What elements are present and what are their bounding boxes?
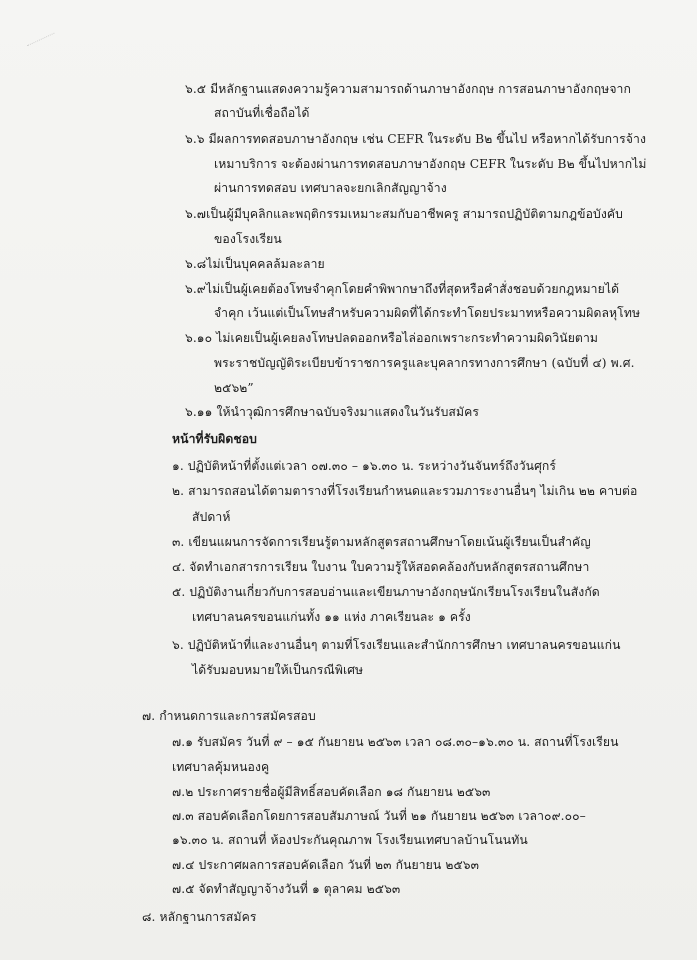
duty-5-line-2: เทศบาลนครขอนแก่นทั้ง ๑๑ แห่ง ภาคเรียนละ ๑ ครั้ง [192, 610, 471, 624]
item-7-4: ๗.๔ ประกาศผลการสอบคัดเลือก วันที่ ๒๓ กันยายน ๒๕๖๓ [172, 858, 480, 872]
item-6-10-line-1: ๖.๑๐ ไม่เคยเป็นผู้เคยลงโทษปลดออกหรือไล่ออกเพราะกระทำความผิดวินัยตาม [185, 331, 599, 345]
duty-3: ๓. เขียนแผนการจัดการเรียนรู้ตามหลักสูตรสถานศึกษาโดยเน้นผู้เรียนเป็นสำคัญ [172, 535, 591, 549]
item-6-10-line-2: พระราชบัญญัติระเบียบข้าราชการครูและบุคลากรทางการศึกษา (ฉบับที่ ๔) พ.ศ. [214, 356, 635, 370]
duty-1: ๑. ปฏิบัติหน้าที่ตั้งแต่เวลา ๐๗.๓๐ – ๑๖.๓๐ น. ระหว่างวันจันทร์ถึงวันศุกร์ [172, 459, 557, 473]
item-7-1-line-1: ๗.๑ รับสมัคร วันที่ ๙ – ๑๕ กันยายน ๒๕๖๓ เวลา ๐๘.๓๐–๑๖.๓๐ น. สถานที่โรงเรียน [172, 735, 619, 749]
item-6-6-line-2: เหมาบริการ จะต้องผ่านการทดสอบภาษาอังกฤษ CEFR ในระดับ B๒ ขึ้นไปหากไม่ [214, 157, 647, 171]
item-6-11: ๖.๑๑ ให้นำวุฒิการศึกษาฉบับจริงมาแสดงในวันรับสมัคร [185, 405, 479, 419]
duty-6-line-2: ได้รับมอบหมายให้เป็นกรณีพิเศษ [192, 663, 364, 677]
item-6-10-line-3: ๒๕๖๒” [214, 381, 254, 395]
item-7-3-line-2: ๑๖.๓๐ น. สถานที่ ห้องประกันคุณภาพ โรงเรียนเทศบาลบ้านโนนทัน [172, 833, 528, 847]
item-6-7-line-1: ๖.๗เป็นผู้มีบุคลิกและพฤติกรรมเหมาะสมกับอาชีพครู สามารถปฏิบัติตามกฎข้อบังคับ [185, 207, 624, 221]
item-7-1-line-2: เทศบาลคุ้มหนองคู [172, 760, 270, 774]
paper-mark [27, 33, 63, 65]
section-7-heading: ๗. กำหนดการและการสมัครสอบ [142, 709, 316, 723]
item-6-9-line-1: ๖.๙ไม่เป็นผู้เคยต้องโทษจำคุกโดยคำพิพากษาถึงที่สุดหรือคำสั่งชอบด้วยกฎหมายได้ [185, 282, 620, 296]
item-7-2: ๗.๒ ประกาศรายชื่อผู้มีสิทธิ์สอบคัดเลือก ๑๘ กันยายน ๒๕๖๓ [172, 785, 491, 799]
duty-5-line-1: ๕. ปฏิบัติงานเกี่ยวกับการสอบอ่านและเขียนภาษาอังกฤษนักเรียนโรงเรียนในสังกัด [172, 585, 600, 599]
item-6-5-line-1: ๖.๕ มีหลักฐานแสดงความรู้ความสามารถด้านภาษาอังกฤษ การสอนภาษาอังกฤษจาก [185, 82, 631, 96]
item-6-6-line-3: ผ่านการทดสอบ เทศบาลจะยกเลิกสัญญาจ้าง [214, 181, 447, 195]
item-6-8: ๖.๘ไม่เป็นบุคคลล้มละลาย [185, 257, 325, 271]
duty-2-line-2: สัปดาห์ [192, 510, 231, 524]
item-7-3-line-1: ๗.๓ สอบคัดเลือกโดยการสอบสัมภาษณ์ วันที่ ๒๑ กันยายน ๒๕๖๓ เวลา๐๙.๐๐– [172, 809, 586, 823]
duty-2-line-1: ๒. สามารถสอนได้ตามตารางที่โรงเรียนกำหนดและรวมภาระงานอื่นๆ ไม่เกิน ๒๒ คาบต่อ [172, 484, 638, 498]
section-8-heading: ๘. หลักฐานการสมัคร [142, 910, 257, 924]
item-7-5: ๗.๕ จัดทำสัญญาจ้างวันที่ ๑ ตุลาคม ๒๕๖๓ [172, 882, 401, 896]
item-6-7-line-2: ของโรงเรียน [214, 232, 282, 246]
duty-6-line-1: ๖. ปฏิบัติหน้าที่และงานอื่นๆ ตามที่โรงเรียนและสำนักการศึกษา เทศบาลนครขอนแก่น [172, 638, 621, 652]
duty-4: ๔. จัดทำเอกสารการเรียน ใบงาน ใบความรู้ให้สอดคล้องกับหลักสูตรสถานศึกษา [172, 560, 590, 574]
item-6-5-line-2: สถาบันที่เชื่อถือได้ [214, 106, 310, 120]
duties-heading: หน้าที่รับผิดชอบ [172, 432, 258, 446]
item-6-6-line-1: ๖.๖ มีผลการทดสอบภาษาอังกฤษ เช่น CEFR ในระดับ B๒ ขึ้นไป หรือหากได้รับการจ้าง [185, 132, 646, 146]
item-6-9-line-2: จำคุก เว้นแต่เป็นโทษสำหรับความผิดที่ได้กระทำโดยประมาทหรือความผิดลหุโทษ [214, 306, 641, 320]
